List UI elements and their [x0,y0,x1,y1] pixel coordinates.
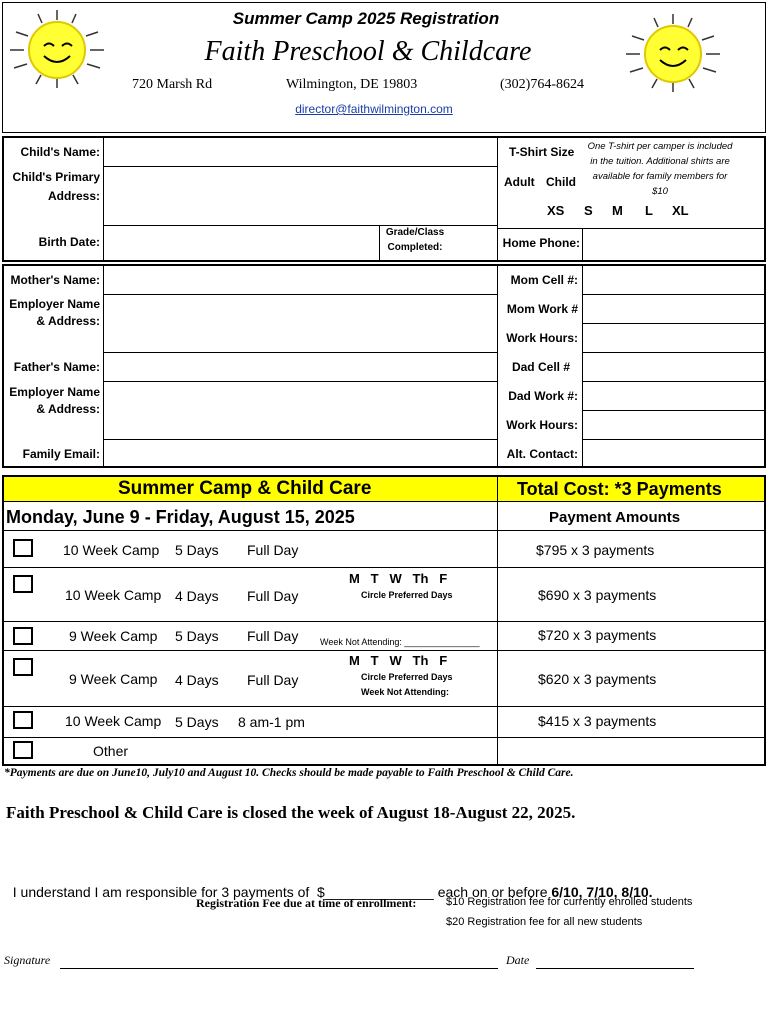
option-2-days-of-week[interactable]: M T W Th F [349,571,448,586]
child-address-label-1: Child's Primary [12,170,100,184]
tshirt-child[interactable]: Child [546,175,576,189]
mom-work-label: Mom Work # [506,302,578,316]
option-other-label: Other [93,743,129,759]
option-4-days-of-week[interactable]: M T W Th F [349,653,448,668]
option-1-days: 5 Days [175,542,219,558]
option-1-payment: $795 x 3 payments [536,542,655,558]
child-name-label: Child's Name: [20,145,100,159]
camp-banner-right: Total Cost: *3 Payments [517,479,722,499]
signature-label: Signature [4,953,51,967]
option-1-weeks: 10 Week Camp [63,542,160,558]
option-2-circle-days: Circle Preferred Days [361,590,453,600]
home-phone-label: Home Phone: [502,236,580,250]
closed-note: Faith Preschool & Child Care is closed the week of August 18-August 22, 2025. [6,803,576,822]
dad-work-hours-label: Work Hours: [506,418,578,432]
dad-work-field[interactable] [583,382,764,410]
school-name: Faith Preschool & Childcare [204,36,532,67]
camp-banner-left: Summer Camp & Child Care [118,478,372,499]
dad-cell-field[interactable] [583,353,764,381]
option-5-weeks: 10 Week Camp [65,713,162,729]
tshirt-adult[interactable]: Adult [504,175,535,189]
option-checkbox-1[interactable] [13,539,33,557]
grade-label-1: Grade/Class [385,227,445,238]
family-email-label: Family Email: [22,447,100,461]
understand-text: I understand I am responsible for 3 payments of $______________ each on or before [12,884,552,900]
size-xl[interactable]: XL [672,203,689,218]
mother-employer-label-1: Employer Name [9,297,100,311]
grade-label-2: Completed: [387,242,443,253]
mom-work-field[interactable] [583,295,764,323]
street-address: 720 Marsh Rd [132,77,213,92]
child-address-field[interactable] [104,167,496,224]
option-checkbox-5[interactable] [13,711,33,729]
option-4-payment: $620 x 3 payments [538,671,657,687]
size-xs[interactable]: XS [547,203,565,218]
mother-employer-label-2: & Address: [36,314,100,328]
option-2-days: 4 Days [175,588,219,604]
option-checkbox-2[interactable] [13,575,33,593]
option-1-time: Full Day [247,542,299,558]
payment-amount-field[interactable] [316,866,428,884]
birth-date-field[interactable] [104,226,378,260]
birth-date-label: Birth Date: [38,235,100,249]
size-s[interactable]: S [584,203,593,218]
option-4-time: Full Day [247,672,299,688]
child-name-field[interactable] [104,138,496,166]
option-checkbox-3[interactable] [13,627,33,645]
alt-contact-label: Alt. Contact: [506,447,578,461]
email-link[interactable]: director@faithwilmington.com [295,102,453,116]
mother-name-label: Mother's Name: [10,273,100,287]
option-checkbox-other[interactable] [13,741,33,759]
dad-work-hours-field[interactable] [583,411,764,439]
option-3-weeks: 9 Week Camp [69,628,158,644]
dad-work-label: Dad Work #: [508,389,578,403]
signature-line[interactable] [60,968,498,969]
child-address-label-2: Address: [47,189,100,203]
option-5-days: 5 Days [175,714,219,730]
mom-work-hours-field[interactable] [583,324,764,352]
option-3-days: 5 Days [175,628,219,644]
camp-dates: Monday, June 9 - Friday, August 15, 2025 [6,507,355,527]
reg-fee-new: $20 Registration fee for all new students [446,916,643,928]
payments-note: *Payments are due on June10, July10 and August 10. Checks should be made payable to Faith Preschool & Child Care. [4,767,574,779]
family-email-field[interactable] [104,440,496,466]
father-employer-label-1: Employer Name [9,385,100,399]
option-2-payment: $690 x 3 payments [538,587,657,603]
home-phone-field[interactable] [583,229,764,260]
payment-due-dates: 6/10, 7/10, 8/10. [551,884,653,900]
alt-contact-field[interactable] [583,440,764,466]
mom-work-hours-label: Work Hours: [506,331,578,345]
father-name-field[interactable] [104,353,496,381]
dad-cell-label: Dad Cell # [511,360,570,374]
mom-cell-label: Mom Cell #: [510,273,578,287]
option-3-payment: $720 x 3 payments [538,627,657,643]
mom-cell-field[interactable] [583,266,764,294]
reg-fee-label: Registration Fee due at time of enrollment: [196,896,417,910]
mother-name-field[interactable] [104,266,496,294]
option-3-time: Full Day [247,628,299,644]
date-label: Date [506,953,530,967]
tshirt-label: T-Shirt Size [509,145,575,159]
date-line[interactable] [536,968,694,969]
payment-header: Payment Amounts [549,509,681,526]
grade-field[interactable] [450,226,496,260]
option-2-weeks: 10 Week Camp [65,587,162,603]
father-name-label: Father's Name: [13,360,100,374]
reg-fee-current: $10 Registration fee for currently enrolled students [446,896,693,908]
option-4-week-not-attending[interactable]: Week Not Attending: [361,687,449,697]
option-3-week-not-attending[interactable]: Week Not Attending: _______________ [320,637,480,647]
option-2-time: Full Day [247,588,299,604]
option-4-days: 4 Days [175,672,219,688]
option-5-time: 8 am-1 pm [238,714,305,730]
mother-employer-field[interactable] [104,295,496,352]
city-address: Wilmington, DE 19803 [286,77,418,92]
size-l[interactable]: L [645,203,653,218]
form-title: Summer Camp 2025 Registration [232,9,500,28]
size-m[interactable]: M [612,203,623,218]
option-4-weeks: 9 Week Camp [69,671,158,687]
father-employer-field[interactable] [104,382,496,439]
father-employer-label-2: & Address: [36,402,100,416]
option-checkbox-4[interactable] [13,658,33,676]
tshirt-note: One T-shirt per camper is included in the tuition. Additional shirts are available for family members for $10 [587,141,733,197]
option-5-payment: $415 x 3 payments [538,713,657,729]
option-4-circle-days: Circle Preferred Days [361,672,453,682]
school-phone: (302)764-8624 [500,77,584,92]
